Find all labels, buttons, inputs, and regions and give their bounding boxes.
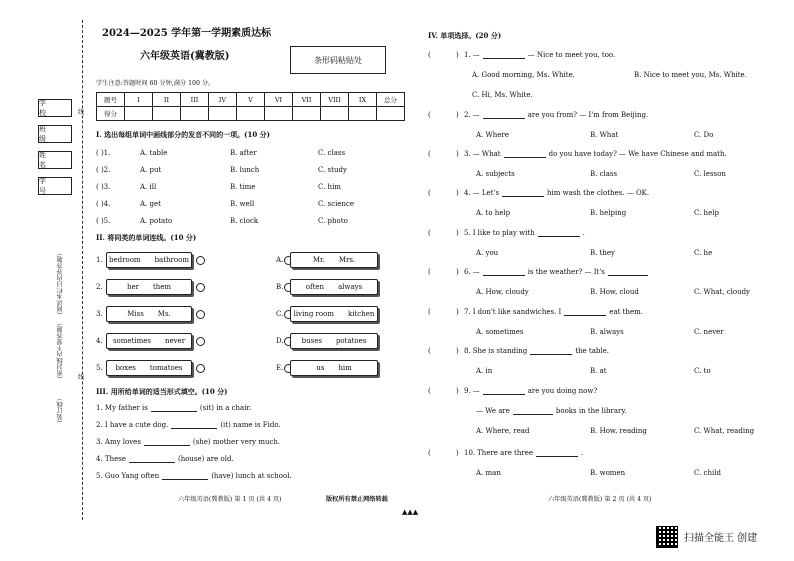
match-left-box[interactable] — [106, 306, 192, 322]
score-row-label: 得分 — [97, 107, 125, 121]
score-header-cell: 总分 — [377, 93, 405, 107]
option-b: B. after — [230, 149, 257, 157]
match-right-box[interactable] — [290, 333, 378, 349]
score-header-cell: IX — [349, 93, 377, 107]
question-number: 9. — [464, 387, 471, 395]
option-a: A. ill — [140, 183, 157, 191]
question-text: — — [472, 111, 480, 119]
answer-blank[interactable] — [564, 309, 606, 316]
option-b: B. clock — [230, 217, 259, 225]
option-c: C. What, cloudy — [694, 288, 751, 296]
question-text: do you have today? — We have Chinese and math. — [548, 150, 727, 158]
question-text: — — [472, 268, 480, 276]
question-text: . — [582, 229, 585, 237]
answer-blank[interactable] — [144, 439, 190, 446]
answer-paren-open: ( — [428, 268, 431, 276]
match-dot[interactable] — [196, 364, 205, 373]
option-b: B. Nice to meet you, Ms. White. — [634, 71, 747, 79]
question-number: 10. — [464, 449, 476, 457]
score-cell[interactable] — [321, 107, 349, 121]
answer-blank[interactable] — [502, 190, 544, 197]
answer-blank[interactable] — [483, 388, 525, 395]
match-right-letter: E. — [276, 364, 284, 372]
match-right-box[interactable] — [290, 252, 378, 268]
match-word: Miss — [127, 310, 144, 318]
score-cell[interactable] — [237, 107, 265, 121]
match-left-number: 4. — [96, 337, 103, 345]
option-c: C. lesson — [694, 170, 726, 178]
qr-code-icon — [656, 526, 678, 548]
score-table — [96, 92, 405, 121]
option-c: C. to — [694, 367, 711, 375]
class-field[interactable]: 班 级 — [38, 125, 72, 143]
option-b: B. What — [590, 131, 619, 139]
footer-page-1: 六年级英语(冀教版) 第 1 页 (共 4 页) — [178, 496, 282, 503]
option-b: B. time — [230, 183, 256, 191]
match-word: bedroom — [109, 256, 141, 264]
question-number: 4. — [464, 189, 471, 197]
match-word: sometimes — [112, 337, 151, 345]
match-word: often — [305, 283, 325, 291]
answer-blank[interactable] — [483, 52, 525, 59]
option-b: B. women — [590, 469, 626, 477]
option-b: B. How, cloud — [590, 288, 639, 296]
binding-side-text: 线 — [78, 109, 85, 116]
question-text: . — [581, 449, 584, 457]
score-cell[interactable] — [293, 107, 321, 121]
question-text: — We are — [476, 407, 510, 415]
student-id-field[interactable]: 学 号 — [38, 177, 72, 195]
answer-blank[interactable] — [162, 473, 208, 480]
score-cell[interactable] — [125, 107, 153, 121]
score-cell[interactable] — [153, 107, 181, 121]
question-text: There are three — [477, 449, 534, 457]
option-c: C. him — [318, 183, 341, 191]
answer-paren-open: ( — [428, 347, 431, 355]
option-c: C. study — [318, 166, 347, 174]
match-word: them — [152, 283, 172, 291]
score-header-cell: V — [237, 93, 265, 107]
answer-blank[interactable] — [129, 456, 175, 463]
option-c: C. help — [694, 209, 719, 217]
score-header-cell: VIII — [321, 93, 349, 107]
match-word: always — [338, 283, 363, 291]
section1-title: I. 选出每组单词中画线部分的发音不同的一项。(10 分) — [96, 130, 270, 139]
answer-blank[interactable] — [151, 405, 197, 412]
match-word: Mr. — [312, 256, 325, 264]
question-text: — Nice to meet you, too. — [527, 51, 616, 59]
question-text: I like to play with — [472, 229, 535, 237]
question-stem — [464, 151, 727, 158]
word-hint: (house) are old. — [177, 455, 234, 463]
match-dot[interactable] — [196, 310, 205, 319]
word-hint: (have) lunch at school. — [211, 472, 292, 480]
binding-note-3: （装订线） — [57, 395, 64, 426]
question-text: eat them. — [609, 308, 643, 316]
score-cell[interactable] — [181, 107, 209, 121]
question-text: the table. — [575, 347, 609, 355]
option-b: B. always — [590, 328, 624, 336]
match-left-box[interactable] — [106, 279, 192, 295]
option-c: C. photo — [318, 217, 348, 225]
footer-triangles: ▲▲▲ — [402, 508, 419, 516]
option-a: A. Good morning, Ms. White. — [472, 71, 575, 79]
question-stem — [464, 230, 585, 237]
answer-paren-close[interactable]: ) — [456, 268, 459, 276]
match-word: buses — [301, 337, 322, 345]
score-header-cell: VI — [265, 93, 293, 107]
question-text: 4. These — [96, 455, 126, 463]
score-header-cell: 题号 — [97, 93, 125, 107]
binding-note-2: （密封线内不要答题） — [57, 320, 64, 382]
answer-paren-close[interactable]: ) — [456, 150, 459, 158]
section3-title: III. 用所给单词的适当形式填空。(10 分) — [96, 387, 228, 396]
option-a: A. Where, read — [476, 427, 530, 435]
match-left-number: 2. — [96, 283, 103, 291]
score-header-row — [97, 93, 405, 107]
match-word: Ms. — [157, 310, 171, 318]
answer-paren[interactable]: ( )3. — [96, 183, 111, 191]
fill-blank-item — [96, 439, 280, 446]
score-header-cell: IV — [209, 93, 237, 107]
answer-paren[interactable]: ( )1. — [96, 149, 111, 157]
answer-paren-close[interactable]: ) — [456, 449, 459, 457]
match-word: us — [316, 364, 325, 372]
score-header-cell: II — [153, 93, 181, 107]
match-word: kitchen — [347, 310, 375, 318]
answer-blank[interactable] — [530, 348, 572, 355]
exam-title: 2024—2025 学年第一学期素质达标 — [102, 28, 272, 39]
answer-blank[interactable] — [171, 422, 217, 429]
match-word: her — [126, 283, 139, 291]
match-word: Mrs. — [338, 256, 356, 264]
question-stem — [464, 52, 615, 59]
question-text: — — [472, 51, 480, 59]
question-text: She is standing — [472, 347, 528, 355]
question-stem — [464, 269, 648, 276]
option-a: A. How, cloudy — [476, 288, 529, 296]
answer-paren-open: ( — [428, 229, 431, 237]
option-a: A. to help — [476, 209, 511, 217]
question-text: is the weather? — It's — [527, 268, 605, 276]
answer-blank[interactable] — [483, 112, 525, 119]
option-a: A. subjects — [476, 170, 515, 178]
word-hint: (it) name is Fido. — [220, 421, 281, 429]
answer-paren-open: ( — [428, 387, 431, 395]
exam-subtitle: 六年级英语(冀教版) — [140, 51, 230, 62]
fill-blank-item — [96, 422, 281, 429]
word-hint: (she) mother very much. — [192, 438, 281, 446]
option-a: A. sometimes — [476, 328, 524, 336]
question-stem — [464, 190, 649, 197]
answer-paren-open: ( — [428, 189, 431, 197]
match-right-box[interactable] — [290, 306, 378, 322]
question-number: 2. — [464, 111, 471, 119]
question-text: him wash the clothes. — OK. — [547, 189, 650, 197]
option-a: A. Where — [476, 131, 509, 139]
question-text: 2. I have a cute dog. — [96, 421, 169, 429]
match-word: living room — [293, 310, 334, 318]
match-left-box[interactable] — [106, 360, 192, 376]
score-header-cell: VII — [293, 93, 321, 107]
option-a: A. table — [140, 149, 168, 157]
score-header-cell: I — [125, 93, 153, 107]
question-text: 5. Guo Yang often — [96, 472, 160, 480]
question-number: 1. — [464, 51, 471, 59]
name-field[interactable]: 姓 名 — [38, 151, 72, 169]
match-right-letter: C. — [276, 310, 284, 318]
option-c: C. child — [694, 469, 721, 477]
section4-title: IV. 单项选择。(20 分) — [428, 31, 502, 40]
option-a: A. man — [476, 469, 501, 477]
fill-blank-item — [96, 405, 251, 412]
match-left-number: 3. — [96, 310, 103, 318]
answer-paren-close[interactable]: ) — [456, 387, 459, 395]
option-a: A. you — [476, 249, 499, 257]
answer-paren[interactable]: ( )4. — [96, 200, 111, 208]
answer-paren-open: ( — [428, 111, 431, 119]
option-b: B. How, reading — [590, 427, 647, 435]
answer-paren[interactable]: ( )2. — [96, 166, 111, 174]
answer-paren-close[interactable]: ) — [456, 347, 459, 355]
match-dot[interactable] — [196, 337, 205, 346]
match-left-box[interactable] — [106, 252, 192, 268]
match-word: potatoes — [335, 337, 367, 345]
question-number: 3. — [464, 150, 471, 158]
score-value-row — [97, 107, 405, 121]
answer-paren-close[interactable]: ) — [456, 111, 459, 119]
question-text: books in the library. — [555, 407, 627, 415]
school-field[interactable]: 学 校 — [38, 99, 72, 117]
barcode-area — [290, 46, 386, 74]
option-c: C. never — [694, 328, 724, 336]
match-word: him — [338, 364, 352, 372]
barcode-label: 条形码粘贴处 — [314, 55, 362, 65]
option-a: A. get — [140, 200, 161, 208]
option-c: C. class — [318, 149, 346, 157]
footer-page-2: 六年级英语(冀教版) 第 2 页 (共 4 页) — [548, 496, 652, 503]
question-number: 5. — [464, 229, 471, 237]
option-b: B. well — [230, 200, 255, 208]
answer-blank[interactable] — [608, 269, 648, 276]
match-left-number: 1. — [96, 256, 103, 264]
binding-note-1: （阅读本栏目内容答题） — [57, 250, 64, 319]
question-number: 7. — [464, 308, 471, 316]
question-stem — [464, 348, 609, 355]
match-left-box[interactable] — [106, 333, 192, 349]
question-text: — What — [472, 150, 501, 158]
answer-paren-close[interactable]: ) — [456, 189, 459, 197]
question-text: — — [472, 387, 480, 395]
answer-blank[interactable] — [538, 230, 580, 237]
option-a: A. in — [476, 367, 493, 375]
score-header-cell: III — [181, 93, 209, 107]
match-word: tomatoes — [149, 364, 183, 372]
answer-blank[interactable] — [536, 450, 578, 457]
answer-paren-open: ( — [428, 150, 431, 158]
option-b: B. class — [590, 170, 618, 178]
option-b: B. lunch — [230, 166, 260, 174]
option-c: C. Hi, Ms. White. — [472, 91, 533, 99]
question-stem — [464, 309, 643, 316]
match-word: bathroom — [154, 256, 189, 264]
match-right-letter: B. — [276, 283, 284, 291]
match-right-letter: A. — [276, 256, 284, 264]
answer-paren-close[interactable]: ) — [456, 308, 459, 316]
score-cell[interactable] — [349, 107, 377, 121]
match-right-letter: D. — [276, 337, 284, 345]
score-cell[interactable] — [209, 107, 237, 121]
question-text: — Let's — [472, 189, 500, 197]
word-hint: (sit) in a chair. — [199, 404, 252, 412]
footer-copyright: 版权所有禁止网络转载 — [326, 496, 388, 503]
option-c: C. What, reading — [694, 427, 755, 435]
question-stem — [464, 450, 583, 457]
section2-title: II. 将同类的单词连线。(10 分) — [96, 233, 197, 242]
question-text: I don't like sandwiches. I — [472, 308, 562, 316]
binding-side-text-2: 线 — [78, 374, 85, 381]
question-text: 1. My father is — [96, 404, 148, 412]
option-a: A. potato — [140, 217, 173, 225]
answer-paren-open: ( — [428, 449, 431, 457]
answer-blank[interactable] — [513, 408, 553, 415]
match-left-number: 5. — [96, 364, 103, 372]
match-right-box[interactable] — [290, 360, 378, 376]
option-a: A. put — [140, 166, 162, 174]
question-text: are you doing now? — [527, 387, 598, 395]
option-c: C. Do — [694, 131, 714, 139]
question-text: 3. Amy loves — [96, 438, 141, 446]
match-word: boxes — [115, 364, 136, 372]
question-text: are you from? — I'm from Beijing. — [527, 111, 649, 119]
answer-paren-close[interactable]: ) — [456, 229, 459, 237]
answer-paren-open: ( — [428, 308, 431, 316]
answer-paren-close[interactable]: ) — [456, 51, 459, 59]
match-right-box[interactable] — [290, 279, 378, 295]
match-dot[interactable] — [196, 283, 205, 292]
question-stem — [464, 388, 597, 395]
scanner-watermark: 扫描全能王 创建 — [684, 533, 758, 544]
option-b: B. they — [590, 249, 616, 257]
option-c: C. science — [318, 200, 355, 208]
answer-blank[interactable] — [483, 269, 525, 276]
question-stem-2 — [476, 408, 627, 415]
binding-line — [82, 20, 83, 520]
answer-paren-open: ( — [428, 51, 431, 59]
match-word: never — [164, 337, 186, 345]
question-number: 6. — [464, 268, 471, 276]
option-b: B. helping — [590, 209, 627, 217]
fill-blank-item — [96, 473, 292, 480]
option-b: B. at — [590, 367, 607, 375]
score-cell[interactable] — [265, 107, 293, 121]
score-cell[interactable] — [377, 107, 405, 121]
question-stem — [464, 112, 648, 119]
fill-blank-item — [96, 456, 234, 463]
match-dot[interactable] — [196, 256, 205, 265]
option-c: C. he — [694, 249, 713, 257]
exam-info: 学生注意:答题时间 60 分钟,满分 100 分。 — [96, 80, 215, 87]
question-number: 8. — [464, 347, 471, 355]
answer-paren[interactable]: ( )5. — [96, 217, 111, 225]
answer-blank[interactable] — [504, 151, 546, 158]
